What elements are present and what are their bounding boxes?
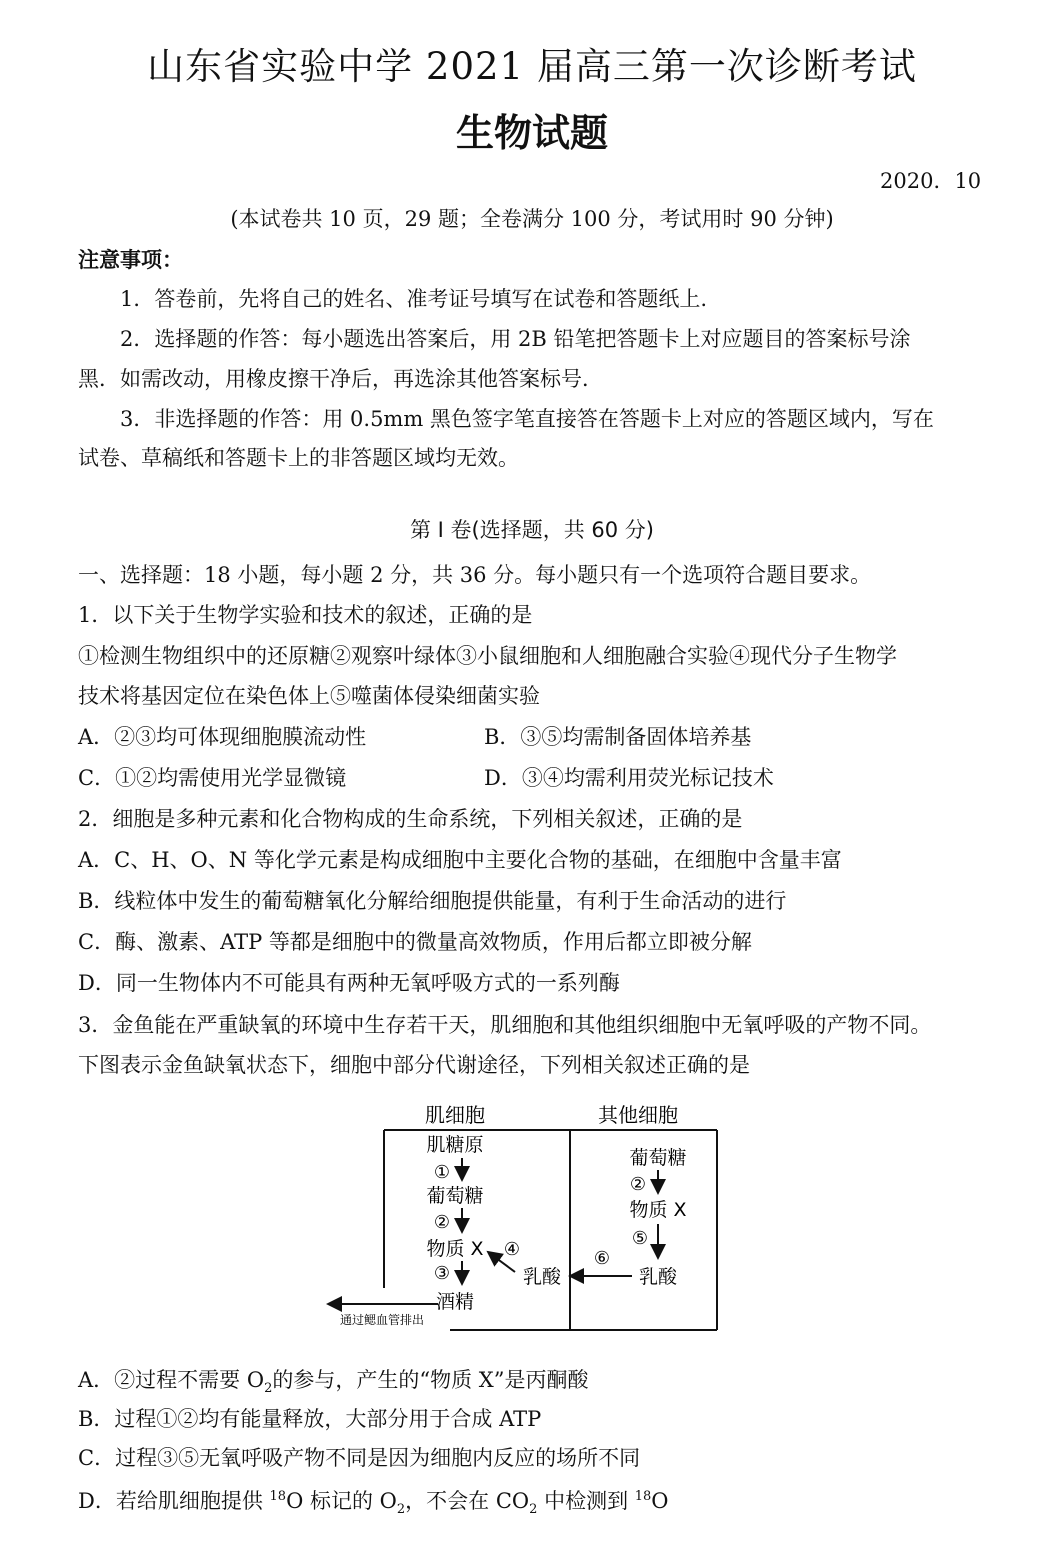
notice-heading: 注意事项： [78, 248, 183, 272]
step-5: ⑤ [631, 1228, 649, 1249]
step-3: ③ [433, 1263, 451, 1284]
header-muscle-cell: 肌细胞 [425, 1103, 485, 1127]
q1-option-c: C．①②均需使用光学显微镜 [78, 766, 347, 790]
q2-option-a: A．C、H、O、N 等化学元素是构成细胞中主要化合物的基础，在细胞中含量丰富 [78, 848, 842, 872]
step-1: ① [433, 1162, 451, 1183]
node-lactate-left: 乳酸 [522, 1266, 562, 1288]
label-excrete: 通过鳃血管排出 [339, 1313, 425, 1327]
q3-option-d-mid3: 中检测到 [537, 1489, 635, 1513]
q3-stem-cont: 下图表示金鱼缺氧状态下，细胞中部分代谢途径，下列相关叙述正确的是 [78, 1053, 750, 1077]
section-intro: 一、选择题：18 小题，每小题 2 分，共 36 分。每小题只有一个选项符合题目要求。 [78, 563, 872, 587]
metabolism-diagram [320, 1098, 720, 1333]
step-4: ④ [503, 1239, 521, 1260]
header-other-cells: 其他细胞 [598, 1103, 678, 1127]
node-glucose-right: 葡萄糖 [629, 1147, 687, 1169]
notice-line-3-cont: 试卷、草稿纸和答题卡上的非答题区域均无效。 [78, 446, 519, 470]
q3-option-a-sub: 2 [264, 1381, 273, 1397]
notice-line-2: 2．选择题的作答：每小题选出答案后，用 2B 铅笔把答题卡上对应题目的答案标号涂 [120, 327, 911, 351]
q3-option-d-mid1: O 标记的 O [286, 1489, 397, 1513]
q3-option-c: C．过程③⑤无氧呼吸产物不同是因为细胞内反应的场所不同 [78, 1446, 641, 1470]
q2-option-b: B．线粒体中发生的葡萄糖氧化分解给细胞提供能量，有利于生命活动的进行 [78, 889, 787, 913]
notice-line-1: 1．答卷前，先将自己的姓名、准考证号填写在试卷和答题纸上. [120, 287, 708, 311]
q3-option-a [78, 1365, 588, 1404]
q3-stem: 3．金鱼能在严重缺氧的环境中生存若干天，肌细胞和其他组织细胞中无氧呼吸的产物不同。 [78, 1013, 932, 1037]
exam-date: 2020．10 [880, 169, 982, 193]
step-6: ⑥ [593, 1248, 611, 1269]
subject-title: 生物试题 [455, 111, 608, 155]
q3-option-d-sub-1: 2 [396, 1502, 406, 1518]
node-glycogen: 肌糖原 [426, 1134, 484, 1156]
q1-option-d: D．③④均需利用荧光标记技术 [484, 766, 774, 790]
notice-line-3: 3．非选择题的作答：用 0.5mm 黑色签字笔直接答在答题卡上对应的答题区域内，写在 [120, 407, 934, 431]
q1-items: ①检测生物组织中的还原糖②观察叶绿体③小鼠细胞和人细胞融合实验④现代分子生物学 [78, 644, 897, 668]
q2-stem: 2．细胞是多种元素和化合物构成的生命系统，下列相关叙述，正确的是 [78, 807, 743, 831]
step-2-right: ② [629, 1174, 647, 1195]
q3-option-d-end: O [651, 1489, 669, 1513]
q3-option-d-sup-2: 18 [634, 1489, 652, 1504]
q3-option-d-sub-2: 2 [529, 1502, 538, 1518]
q2-option-c: C．酶、激素、ATP 等都是细胞中的微量高效物质，作用后都立即被分解 [78, 930, 752, 954]
q3-option-d-pre: D．若给肌细胞提供 [78, 1489, 270, 1513]
node-lactate-right: 乳酸 [638, 1266, 678, 1288]
node-glucose-left: 葡萄糖 [426, 1185, 484, 1207]
exam-title: 山东省实验中学 2021 届高三第一次诊断考试 [147, 45, 917, 88]
node-x-left: 物质 X [426, 1238, 484, 1260]
q1-option-b: B．③⑤均需制备固体培养基 [484, 725, 752, 749]
q3-option-d-sup-1: 18 [269, 1489, 287, 1504]
exam-info: (本试卷共 10 页，29 题；全卷满分 100 分，考试用时 90 分钟) [230, 207, 834, 231]
q1-stem: 1．以下关于生物学实验和技术的叙述，正确的是 [78, 603, 533, 627]
node-ethanol: 酒精 [435, 1291, 475, 1313]
diagram-svg [320, 1098, 720, 1333]
q2-option-d: D．同一生物体内不可能具有两种无氧呼吸方式的一系列酶 [78, 971, 620, 995]
q3-option-d [78, 1482, 669, 1525]
q3-option-d-mid2: ，不会在 CO [405, 1489, 530, 1513]
notice-line-2-cont: 黑．如需改动，用橡皮擦干净后，再选涂其他答案标号． [78, 367, 603, 391]
q3-option-a-pre: A．②过程不需要 O [78, 1368, 265, 1392]
q1-option-a: A．②③均可体现细胞膜流动性 [78, 725, 367, 749]
section-title: 第 I 卷(选择题，共 60 分) [409, 518, 654, 542]
node-x-right: 物质 X [629, 1199, 687, 1221]
q3-option-a-post: 的参与，产生的“物质 X”是丙酮酸 [272, 1368, 589, 1392]
q3-option-b: B．过程①②均有能量释放，大部分用于合成 ATP [78, 1407, 542, 1431]
step-2-left: ② [433, 1212, 451, 1233]
q1-items-cont: 技术将基因定位在染色体上⑤噬菌体侵染细菌实验 [78, 684, 540, 708]
